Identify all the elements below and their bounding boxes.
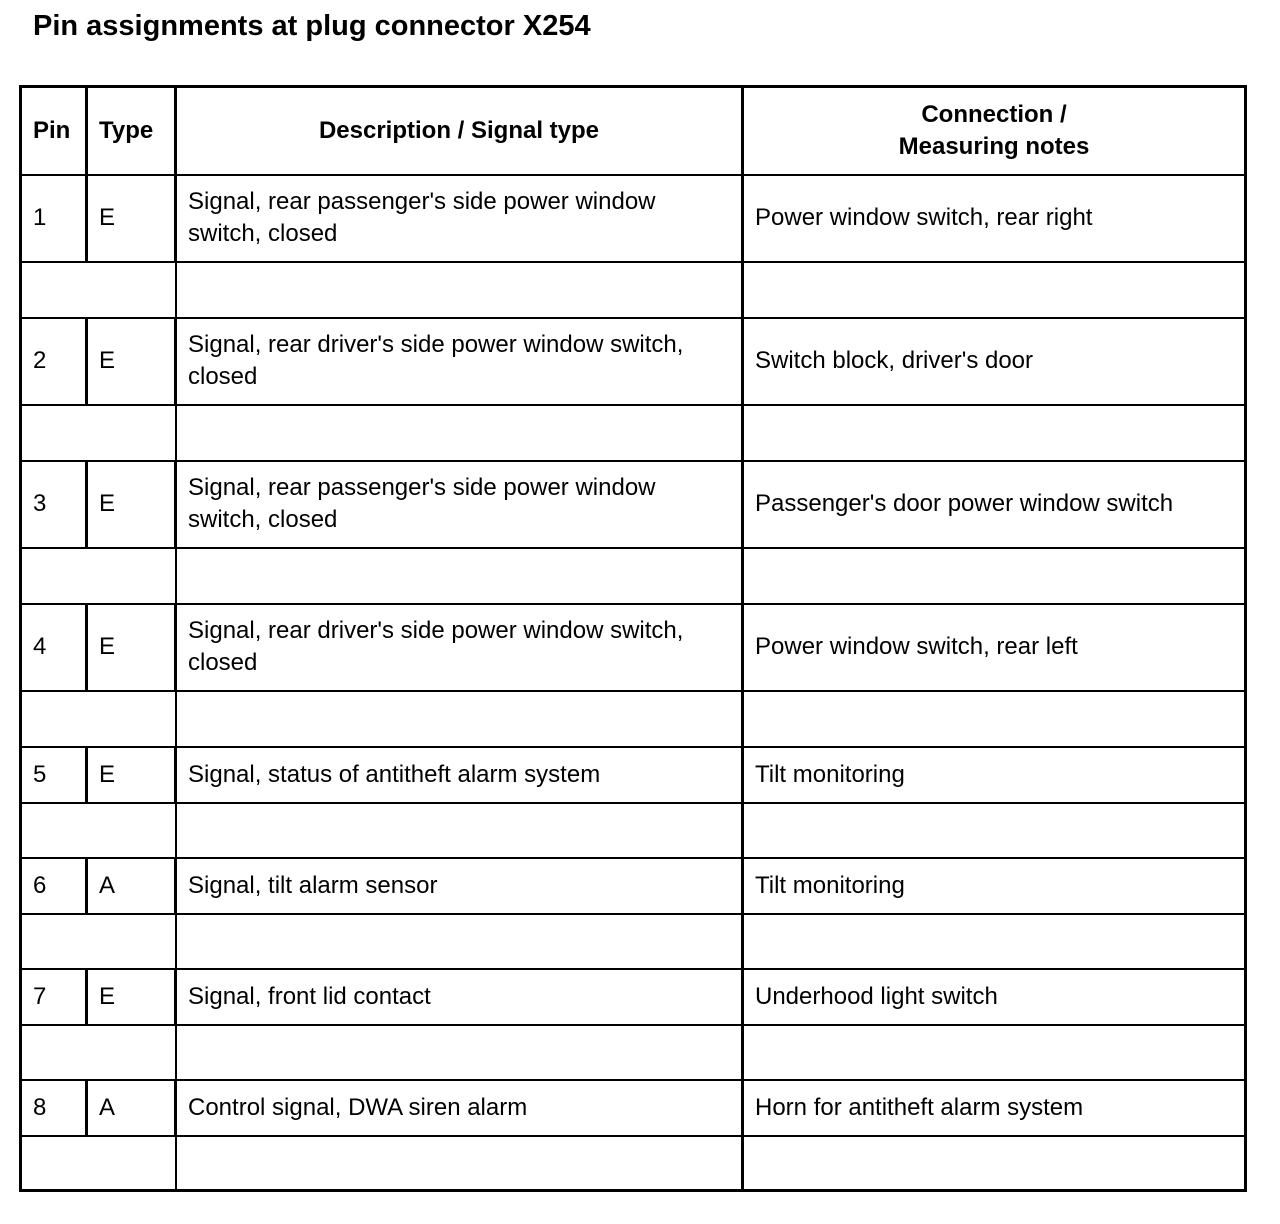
pin-cell: 3	[21, 461, 87, 548]
spacer-cell	[21, 262, 176, 318]
table-row	[21, 461, 1246, 548]
type-cell: E	[87, 461, 176, 548]
table-row	[21, 1080, 1246, 1136]
pin-cell: 1	[21, 175, 87, 262]
type-cell: E	[87, 747, 176, 803]
spacer-row	[21, 1136, 1246, 1191]
spacer-cell	[21, 1136, 176, 1191]
connection-cell: Passenger's door power window switch	[743, 461, 1246, 548]
spacer-cell	[21, 548, 176, 604]
spacer-cell	[176, 1136, 743, 1191]
pin-cell: 5	[21, 747, 87, 803]
connection-cell: Horn for antitheft alarm system	[743, 1080, 1246, 1136]
pin-cell: 2	[21, 318, 87, 405]
column-header-type: Type	[87, 87, 176, 175]
spacer-cell	[743, 548, 1246, 604]
spacer-cell	[176, 262, 743, 318]
connection-cell: Power window switch, rear left	[743, 604, 1246, 691]
description-cell: Signal, tilt alarm sensor	[176, 858, 743, 914]
description-cell: Signal, rear passenger's side power window switch, closed	[176, 461, 743, 548]
column-header-connection	[743, 87, 1246, 175]
description-cell: Signal, rear passenger's side power window switch, closed	[176, 175, 743, 262]
spacer-cell	[176, 405, 743, 461]
connection-cell: Tilt monitoring	[743, 747, 1246, 803]
spacer-cell	[743, 405, 1246, 461]
column-header-connection-line1: Connection /	[921, 100, 1067, 128]
table-row	[21, 747, 1246, 803]
spacer-cell	[21, 691, 176, 747]
connection-cell: Power window switch, rear right	[743, 175, 1246, 262]
spacer-row	[21, 691, 1246, 747]
table-row	[21, 175, 1246, 262]
description-cell: Signal, rear driver's side power window switch, closed	[176, 604, 743, 691]
spacer-cell	[743, 691, 1246, 747]
spacer-cell	[21, 1025, 176, 1080]
pin-assignment-table	[19, 85, 1247, 1192]
spacer-row	[21, 405, 1246, 461]
table-header-row	[21, 87, 1246, 175]
connection-cell: Tilt monitoring	[743, 858, 1246, 914]
spacer-row	[21, 548, 1246, 604]
spacer-cell	[743, 803, 1246, 858]
spacer-row	[21, 914, 1246, 969]
type-cell: A	[87, 1080, 176, 1136]
connection-cell: Underhood light switch	[743, 969, 1246, 1025]
spacer-cell	[176, 1025, 743, 1080]
type-cell: E	[87, 604, 176, 691]
spacer-cell	[176, 914, 743, 969]
column-header-connection-line2: Measuring notes	[898, 132, 1090, 160]
spacer-cell	[743, 914, 1246, 969]
table-row	[21, 858, 1246, 914]
type-cell: A	[87, 858, 176, 914]
spacer-cell	[176, 691, 743, 747]
pin-cell: 7	[21, 969, 87, 1025]
spacer-row	[21, 262, 1246, 318]
spacer-cell	[743, 1025, 1246, 1080]
table-row	[21, 318, 1246, 405]
table-row	[21, 969, 1246, 1025]
column-header-description: Description / Signal type	[176, 87, 743, 175]
column-header-pin: Pin	[21, 87, 87, 175]
table-row	[21, 604, 1246, 691]
spacer-cell	[21, 405, 176, 461]
spacer-cell	[21, 803, 176, 858]
type-cell: E	[87, 318, 176, 405]
type-cell: E	[87, 969, 176, 1025]
description-cell: Signal, front lid contact	[176, 969, 743, 1025]
connection-cell: Switch block, driver's door	[743, 318, 1246, 405]
pin-cell: 4	[21, 604, 87, 691]
spacer-cell	[176, 548, 743, 604]
description-cell: Control signal, DWA siren alarm	[176, 1080, 743, 1136]
description-cell: Signal, rear driver's side power window switch, closed	[176, 318, 743, 405]
spacer-cell	[176, 803, 743, 858]
spacer-row	[21, 1025, 1246, 1080]
description-cell: Signal, status of antitheft alarm system	[176, 747, 743, 803]
pin-cell: 8	[21, 1080, 87, 1136]
page-title: Pin assignments at plug connector X254	[33, 10, 591, 42]
spacer-row	[21, 803, 1246, 858]
spacer-cell	[21, 914, 176, 969]
pin-cell: 6	[21, 858, 87, 914]
spacer-cell	[743, 1136, 1246, 1191]
type-cell: E	[87, 175, 176, 262]
spacer-cell	[743, 262, 1246, 318]
